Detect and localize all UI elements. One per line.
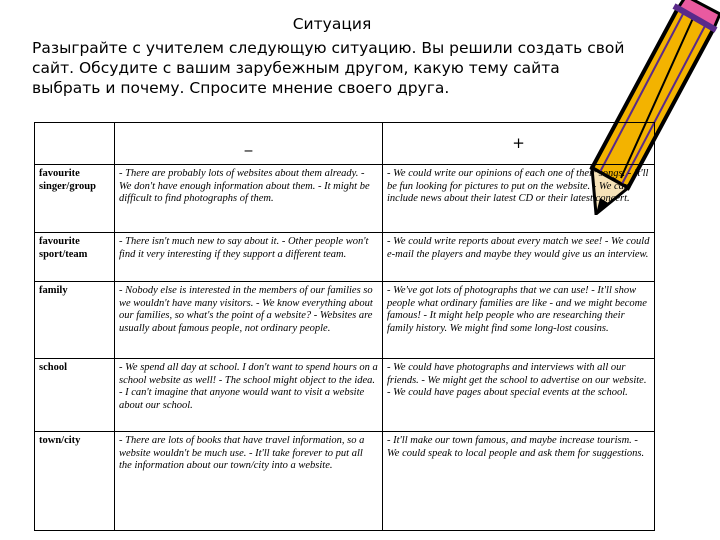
row-topic: favourite singer/group <box>35 165 115 233</box>
row-pros: - It'll make our town famous, and maybe increase tourism. - We could speak to local people and ask them for suggestions. <box>383 432 655 531</box>
table-row <box>35 432 655 531</box>
row-cons: - There are lots of books that have travel information, so a website wouldn't be much use. - It'll take forever to put all the information about our town/city into a website. <box>115 432 383 531</box>
header-cons: _ <box>115 123 383 165</box>
task-title: Ситуация <box>292 15 372 33</box>
table-row <box>35 282 655 359</box>
row-cons: - Nobody else is interested in the members of our families so we wouldn't have many visitors. - We know everything about our families, so what's the point of a website? - Websites are usually about famous people, not ordinary people. <box>115 282 383 359</box>
row-cons: - We spend all day at school. I don't want to spend hours on a school website as well! - The school might object to the idea. - I can't imagine that anyone would want to visit a website about our school. <box>115 359 383 432</box>
row-pros: - We could have photographs and interviews with all our friends. - We might get the school to advertise on our website. - We could have pages about special events at the school. <box>383 359 655 432</box>
row-cons: - There isn't much new to say about it. - Other people won't find it very interesting if they support a different team. <box>115 233 383 282</box>
row-topic: school <box>35 359 115 432</box>
task-heading <box>32 14 632 98</box>
table-row <box>35 359 655 432</box>
table-row <box>35 165 655 233</box>
row-cons: - There are probably lots of websites about them already. - We don't have enough information about them. - It might be difficult to find photographs of them. <box>115 165 383 233</box>
row-topic: favourite sport/team <box>35 233 115 282</box>
header-row <box>35 123 655 165</box>
task-description: Разыграйте с учителем следующую ситуацию. Вы решили создать свой сайт. Обсудите с вашим зарубежным другом, какую тему сайта выбрать и почему. Спросите мнение своего друга. <box>32 39 625 97</box>
pros-cons-table <box>34 122 655 531</box>
row-pros: - We could write our opinions of each one of their songs. - It'll be fun looking for pictures to put on the website. - We can include news about their latest CD or their latest concert. <box>383 165 655 233</box>
header-topic <box>35 123 115 165</box>
row-pros: - We've got lots of photographs that we can use! - It'll show people what ordinary families are like - and we might become famous! - It might help people who are researching their family history. We might find some long-lost cousins. <box>383 282 655 359</box>
table-row <box>35 233 655 282</box>
row-topic: family <box>35 282 115 359</box>
header-pros: + <box>383 123 655 165</box>
row-topic: town/city <box>35 432 115 531</box>
row-pros: - We could write reports about every match we see! - We could e-mail the players and maybe they would give us an interview. <box>383 233 655 282</box>
